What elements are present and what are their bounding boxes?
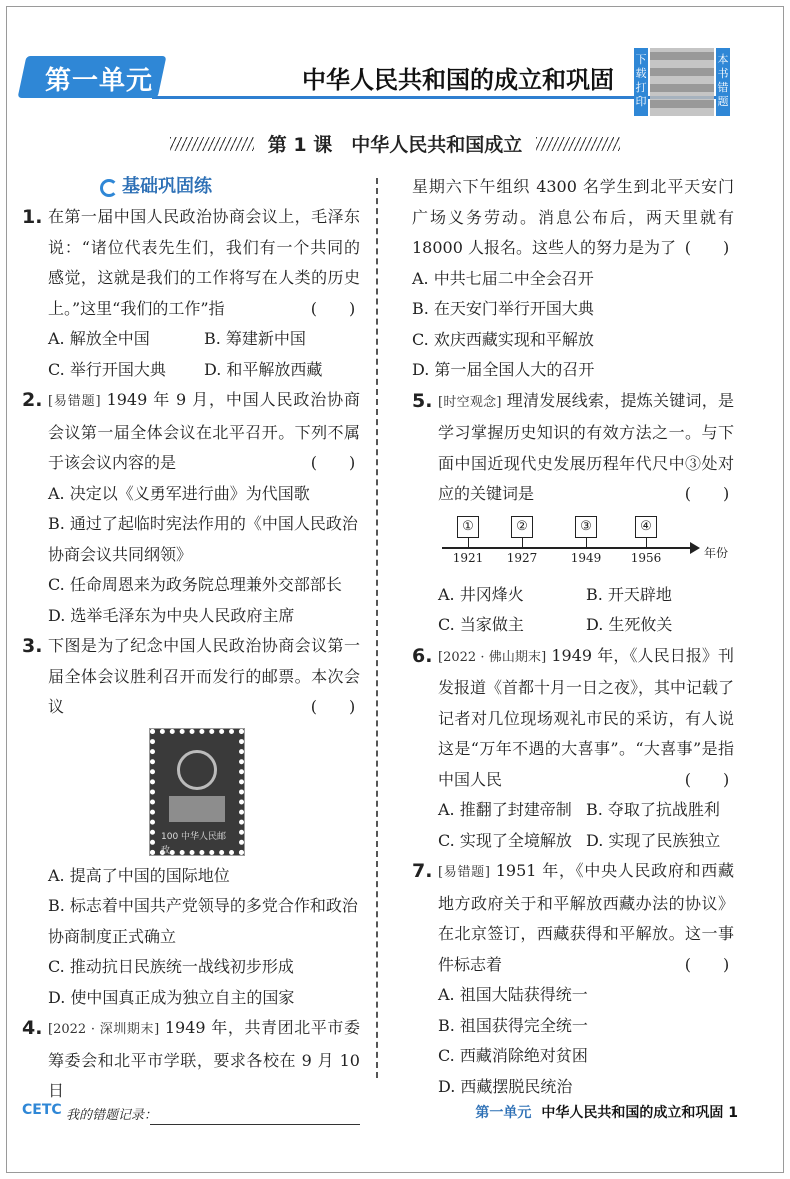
option-c[interactable]: C. 推动抗日民族统一战线初步形成 — [48, 957, 294, 976]
timeline-tick — [522, 538, 523, 548]
question-3 — [22, 631, 360, 723]
timeline-node — [504, 516, 540, 565]
national-emblem-icon — [177, 750, 217, 790]
footer-title: 中华人民共和国的成立和巩固 — [541, 1105, 724, 1121]
option-b[interactable]: B. 筹建新中国 — [204, 329, 306, 348]
hatch-decoration — [170, 137, 254, 151]
question-stem: 1951 年，《中央人民政府和西藏地方政府关于和平解放西藏办法的协议》在北京签订，西藏获得和平解放。这一事件标志着 — [438, 861, 734, 974]
question-tag: [2022 · 深圳期末] — [48, 1022, 160, 1037]
option-d[interactable]: D. 西藏摆脱民统治 — [438, 1076, 573, 1096]
cetc-logo: CETC — [22, 1102, 62, 1118]
stamp-text: 100 中华人民邮政 — [161, 831, 227, 856]
left-column — [22, 172, 360, 1107]
timeline-year: 1927 — [506, 550, 538, 565]
question-4 — [22, 1013, 360, 1107]
option-a[interactable]: A. 井冈烽火 — [438, 584, 524, 604]
option-a[interactable]: A. 解放全中国 — [48, 329, 150, 348]
option-a[interactable]: A. 推翻了封建帝制 — [438, 800, 572, 819]
qr-right-label: 本书错题 — [716, 48, 730, 116]
option-b[interactable]: B. 在天安门举行开国大典 — [412, 299, 594, 318]
question-stem: 1949 年 9 月，中国人民政治协商会议第一届全体会议在北平召开。下列不属于该会议内容的是 — [48, 390, 360, 472]
footer-running-head — [475, 1102, 738, 1122]
question-stem: 在第一届中国人民政治协商会议上，毛泽东说：“诸位代表先生们，我们有一个共同的感觉，这就是我们的工作将写在人类的历史上。”这里“我们的工作”指 — [48, 207, 360, 318]
footer-unit: 第一单元 — [475, 1105, 532, 1121]
option-d[interactable]: D. 生死攸关 — [586, 615, 673, 634]
option-a[interactable]: A. 中共七届二中全会召开 — [412, 268, 594, 288]
option-c[interactable]: C. 举行开国大典 — [48, 359, 166, 379]
option-d[interactable]: D. 选举毛泽东为中央人民政府主席 — [48, 605, 295, 625]
timeline-tick — [646, 538, 647, 548]
answer-bracket: ( ) — [684, 769, 730, 789]
answer-bracket: ( ) — [684, 238, 730, 257]
option-c[interactable]: C. 当家做主 — [438, 615, 524, 634]
answer-bracket: ( ) — [310, 697, 356, 716]
option-b[interactable]: B. 通过了起临时宪法作用的《中国人民政治协商会议共同纲领》 — [48, 514, 358, 564]
answer-bracket: ( ) — [684, 484, 730, 503]
qr-code-panel[interactable] — [634, 48, 730, 118]
hatch-decoration — [536, 137, 620, 151]
option-d[interactable]: D. 实现了民族独立 — [586, 830, 721, 850]
timeline-node — [568, 516, 604, 565]
option-b[interactable]: B. 祖国获得完全统一 — [438, 1015, 588, 1035]
question-tag: [时空观念] — [438, 394, 502, 410]
question-4-continued — [412, 172, 734, 264]
refresh-icon — [100, 179, 118, 197]
question-number: 2. — [22, 389, 43, 411]
option-d[interactable]: D. 和平解放西藏 — [204, 359, 323, 379]
right-column — [412, 172, 734, 1102]
option-c[interactable]: C. 欢庆西藏实现和平解放 — [412, 329, 594, 349]
timeline-year: 1956 — [630, 550, 662, 565]
question-tag: [易错题] — [438, 865, 490, 880]
question-number: 4. — [22, 1017, 43, 1039]
section-title: 基础巩固练 — [122, 176, 212, 197]
unit-header — [22, 52, 722, 102]
timeline-label: ④ — [635, 516, 657, 538]
question-7 — [412, 856, 734, 980]
answer-bracket: ( ) — [310, 298, 356, 318]
timeline-tick — [468, 538, 469, 548]
column-divider — [376, 178, 378, 1078]
question-stem: 下图是为了纪念中国人民政治协商会议第一届全体会议胜利召开而发行的邮票。本次会议 — [48, 636, 360, 716]
answer-bracket: ( ) — [684, 954, 730, 974]
option-a[interactable]: A. 提高了中国的国际地位 — [48, 865, 230, 885]
question-number: 5. — [412, 389, 433, 412]
timeline-label: ② — [511, 516, 533, 538]
timeline-label: ① — [457, 516, 479, 538]
question-6 — [412, 641, 734, 796]
page-footer — [22, 1100, 738, 1130]
options-row — [412, 826, 734, 857]
question-2 — [22, 385, 360, 479]
question-number: 1. — [22, 206, 43, 228]
section-heading — [22, 172, 360, 202]
page-number: 1 — [728, 1105, 738, 1121]
timeline-tick — [586, 538, 587, 548]
options-row — [412, 580, 734, 611]
option-d[interactable]: D. 第一届全国人大的召开 — [412, 360, 595, 379]
question-5 — [412, 386, 734, 510]
tiananmen-icon — [169, 796, 225, 822]
timeline-node — [450, 516, 486, 565]
question-number: 6. — [412, 644, 433, 667]
error-record-line[interactable] — [150, 1124, 360, 1125]
lesson-title: 第 1 课 中华人民共和国成立 — [267, 134, 523, 156]
option-c[interactable]: C. 西藏消除绝对贫困 — [438, 1046, 588, 1065]
question-1 — [22, 202, 360, 324]
qr-code-icon[interactable] — [650, 48, 714, 116]
question-tag: [2022 · 佛山期末] — [438, 649, 547, 665]
answer-bracket: ( ) — [310, 453, 356, 472]
question-stem: 1949 年，共青团北平市委筹委会和北平市学联，要求各校在 9 月 10 日 — [48, 1018, 361, 1100]
question-number: 3. — [22, 635, 43, 657]
unit-title: 中华人民共和国的成立和巩固 — [302, 66, 614, 94]
timeline-diagram — [438, 516, 734, 578]
options-row — [412, 795, 734, 826]
timeline-year: 1949 — [570, 550, 602, 565]
qr-left-label: 下载打印 — [634, 48, 648, 116]
options-row — [412, 610, 734, 641]
lesson-title-bar — [130, 130, 660, 160]
option-a[interactable]: A. 祖国大陆获得统一 — [438, 985, 588, 1004]
timeline-node — [628, 516, 664, 565]
option-d[interactable]: D. 使中国真正成为独立自主的国家 — [48, 987, 295, 1007]
timeline-label: ③ — [575, 516, 597, 538]
stamp-image — [150, 729, 244, 855]
option-b[interactable]: B. 夺取了抗战胜利 — [586, 800, 720, 819]
option-a[interactable]: A. 决定以《义勇军进行曲》为代国歌 — [48, 483, 310, 503]
arrow-right-icon — [690, 542, 700, 554]
error-record-label: 我的错题记录： — [66, 1108, 158, 1123]
timeline-year: 1921 — [452, 550, 484, 565]
question-stem: 1949 年，《人民日报》刊发报道《首都十月一日之夜》，其中记载了记者对几位现场观礼市民的采访，有人说这是“万年不遇的大喜事”。“大喜事”是指中国人民 — [438, 645, 735, 789]
option-c[interactable]: C. 任命周恩来为政务院总理兼外交部部长 — [48, 575, 342, 594]
option-c[interactable]: C. 实现了全境解放 — [438, 830, 572, 850]
question-stem: 理清发展线索，提炼关键词，是学习掌握历史知识的有效方法之一。与下面中国近现代史发展历程年代尺中③处对应的关键词是 — [438, 390, 734, 503]
question-number: 7. — [412, 860, 433, 882]
question-tag: [易错题] — [48, 394, 101, 409]
timeline-unit: 年份 — [704, 545, 729, 560]
options-row — [22, 324, 360, 355]
unit-label: 第一单元 — [44, 66, 153, 96]
option-b[interactable]: B. 标志着中国共产党领导的多党合作和政治协商制度正式确立 — [48, 896, 358, 946]
question-stem: 星期六下午组织 4300 名学生到北平天安门广场义务劳动。消息公布后，两天里就有 18000 人报名。这些人的努力是为了 — [412, 177, 734, 257]
options-row — [22, 355, 360, 386]
option-b[interactable]: B. 开天辟地 — [586, 584, 672, 604]
